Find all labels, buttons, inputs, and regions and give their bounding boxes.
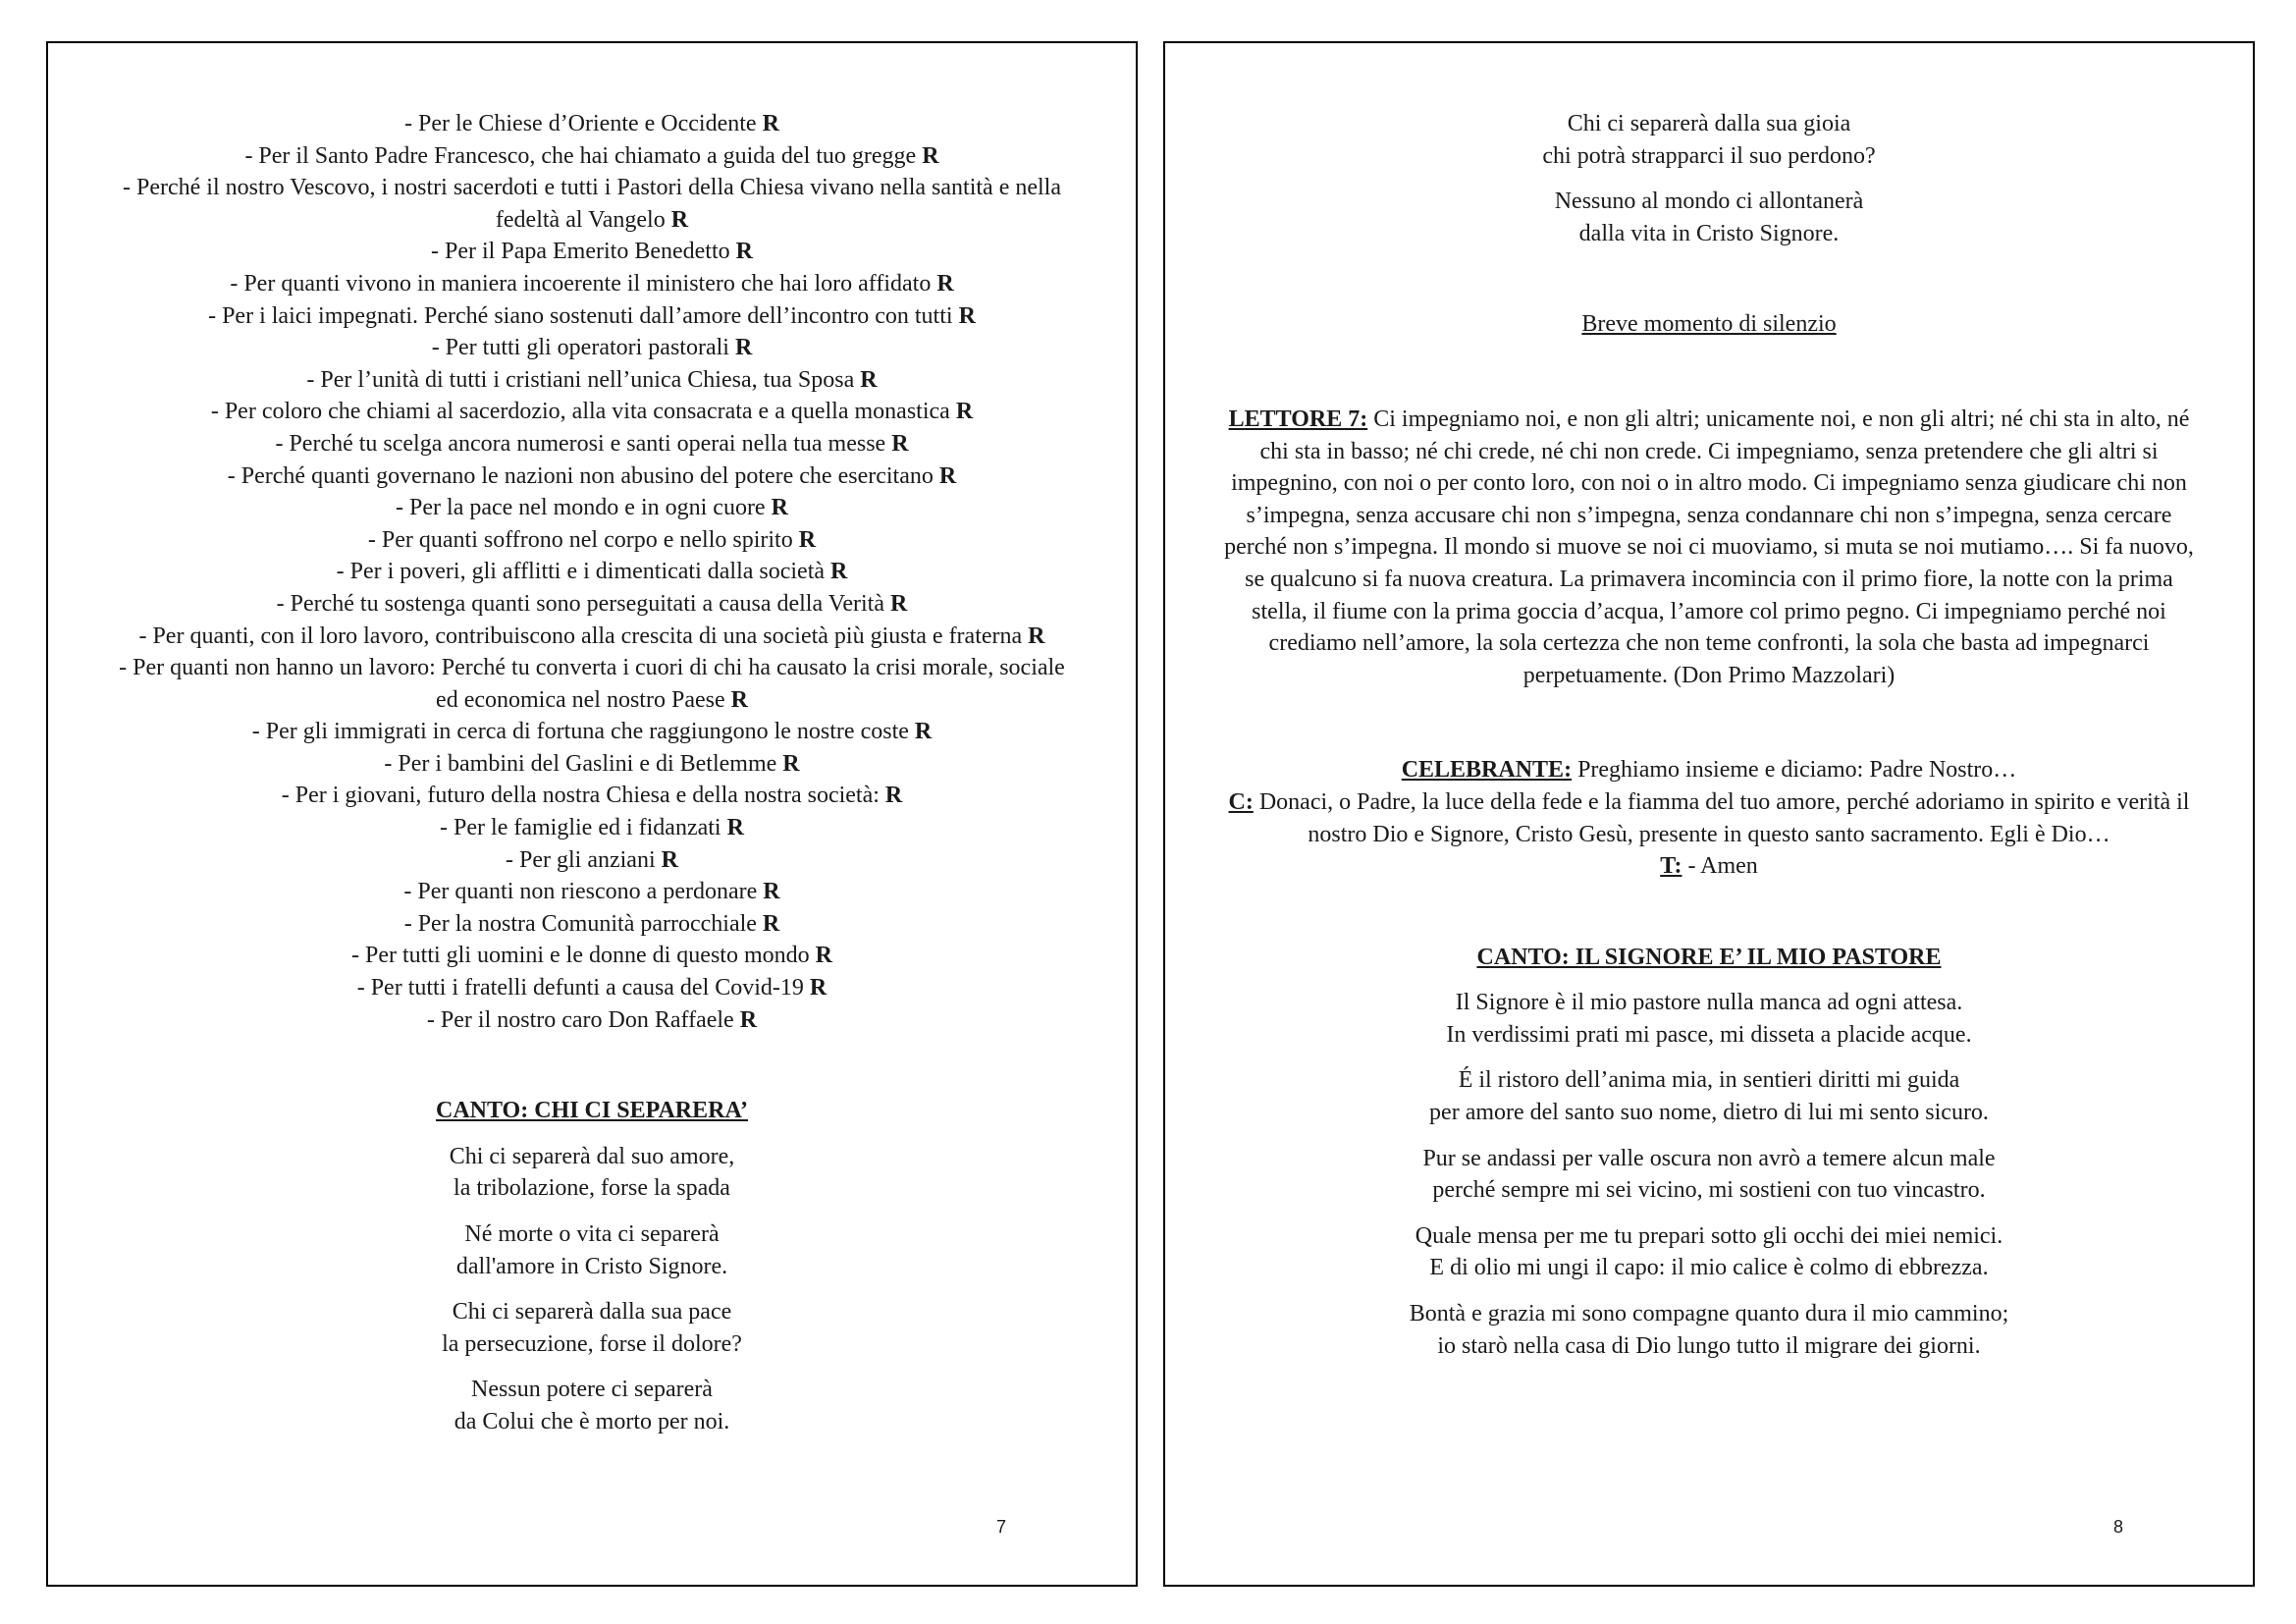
page-left-content — [107, 108, 1077, 1452]
intercession-line — [107, 332, 1077, 364]
celebrant-text: Preghiamo insieme e diciamo: Padre Nostro… — [1572, 757, 2017, 784]
response-mark: R — [726, 815, 744, 841]
intercession-text: - Per quanti, con il loro lavoro, contribuiscono alla crescita di una società più giusta e fraterna — [138, 623, 1029, 649]
stanza-line: la tribolazione, forse la spada — [454, 1175, 730, 1202]
intercession-line — [107, 428, 1077, 460]
intercession-line — [107, 940, 1077, 972]
song-continuation-stanza — [1224, 108, 2194, 172]
response-mark: R — [661, 846, 678, 873]
intercession-text: - Per la nostra Comunità parrocchiale — [403, 910, 763, 937]
stanza-line: Chi ci separerà dalla sua pace — [452, 1299, 732, 1326]
response-mark: R — [809, 975, 828, 1001]
response-mark: R — [830, 559, 848, 585]
intercession-line — [107, 492, 1077, 524]
reader-label: LETTORE 7: — [1228, 406, 1368, 432]
intercession-line — [107, 972, 1077, 1004]
page-number-left: 7 — [995, 1517, 1006, 1537]
intercession-line — [107, 396, 1077, 428]
song-right-stanza — [1224, 1298, 2194, 1362]
song-title-left: CANTO: CHI CI SEPARERA’ — [435, 1098, 749, 1124]
song-stanzas-right — [1224, 987, 2194, 1362]
response-mark: R — [890, 590, 908, 617]
t-text: - Amen — [1682, 853, 1758, 880]
stanza-line: Né morte o vita ci separerà — [464, 1221, 720, 1247]
intercession-line — [107, 908, 1077, 941]
response-mark: R — [739, 1006, 758, 1033]
stanza-line: E di olio mi ungi il capo: il mio calice è colmo di ebbrezza. — [1429, 1255, 1989, 1281]
celebrant-paragraph — [1224, 754, 2194, 786]
song-continuation — [1224, 108, 2194, 249]
response-mark: R — [955, 399, 974, 425]
reader-text: Ci impegniamo noi, e non gli altri; unicamente noi, e non gli altri; né chi sta in alto, né chi sta in basso; né chi crede, né chi non crede. Ci impegniamo, senza pretendere che gli altri si impegnino, con noi o per conto loro, con noi o in altro modo. Ci impegniamo senza giudicare chi non s’impegna, senza accusare chi non s’impegna, senza condannare chi non s’impegna, senza cercare perché non s’impegna. Il mondo si muove se noi ci muoviamo, si muta se noi mutiamo…. Si fa nuovo, se qualcuno si fa nuova creatura. La primavera incomincia con il primo fiore, la notte con la prima stella, il fiume con la prima goccia d’acqua, l’amore col primo pegno. Ci impegniamo perché noi crediamo nell’amore, la sola certezza che non teme confronti, la sola che basta ad impegnarci perpetuamente. (Don Primo Mazzolari) — [1224, 406, 2194, 688]
stanza-line: io starò nella casa di Dio lungo tutto il migrare dei giorni. — [1437, 1332, 1981, 1359]
intercession-text: - Per i laici impegnati. Perché siano sostenuti dall’amore dell’incontro con tutti — [208, 302, 959, 329]
stanza-line: Nessun potere ci separerà — [471, 1377, 713, 1403]
stanza-line: Bontà e grazia mi sono compagne quanto dura il mio cammino; — [1409, 1301, 2009, 1327]
intercession-line — [107, 716, 1077, 748]
response-mark: R — [891, 430, 909, 457]
intercessions-list — [107, 108, 1077, 1036]
c-paragraph — [1224, 786, 2194, 850]
intercession-line — [107, 460, 1077, 493]
intercession-line — [107, 236, 1077, 268]
intercession-line — [107, 1004, 1077, 1037]
response-mark: R — [670, 206, 689, 233]
song-right-stanza — [1224, 987, 2194, 1051]
stanza-line: dalla vita in Cristo Signore. — [1578, 220, 1840, 246]
stanza-line: da Colui che è morto per noi. — [454, 1408, 730, 1435]
spacer — [1224, 883, 2194, 942]
intercession-line — [107, 748, 1077, 781]
reader-paragraph — [1224, 404, 2194, 691]
intercession-text: - Per il Santo Padre Francesco, che hai chiamato a guida del tuo gregge — [244, 142, 923, 169]
song-continuation-stanza — [1224, 186, 2194, 249]
intercession-text: - Perché quanti governano le nazioni non abusino del potere che esercitano — [227, 462, 939, 489]
song-right-stanza — [1224, 1064, 2194, 1128]
song-stanzas-left — [107, 1141, 1077, 1438]
intercession-line — [107, 588, 1077, 621]
intercession-text: - Per tutti gli uomini e le donne di questo mondo — [351, 943, 816, 969]
page-number-right: 8 — [2112, 1517, 2123, 1537]
stanza-line: Pur se andassi per valle oscura non avrò a temere alcun male — [1422, 1145, 1996, 1171]
response-mark: R — [884, 783, 903, 809]
t-paragraph — [1224, 850, 2194, 883]
response-mark: R — [730, 686, 748, 713]
intercession-text: - Per la pace nel mondo e in ogni cuore — [396, 495, 772, 521]
intercession-text: - Perché tu sostenga quanti sono perseguitati a causa della Verità — [276, 590, 890, 617]
intercession-text: - Perché il nostro Vescovo, i nostri sacerdoti e tutti i Pastori della Chiesa vivano nella santità e nella fedeltà al Vangelo — [123, 175, 1061, 233]
t-label: T: — [1660, 853, 1682, 880]
spacer — [107, 1036, 1077, 1095]
intercession-text: - Per tutti i fratelli defunti a causa del Covid-19 — [356, 975, 810, 1001]
spacer — [1224, 263, 2194, 308]
spacer — [1224, 341, 2194, 386]
spacer — [1224, 691, 2194, 750]
intercession-line — [107, 876, 1077, 908]
intercession-line — [107, 172, 1077, 236]
response-mark: R — [782, 750, 800, 777]
stanza-line: la persecuzione, forse il dolore? — [442, 1330, 742, 1357]
stanza-line: Il Signore è il mio pastore nulla manca ad ogni attesa. — [1455, 990, 1963, 1016]
stanza-line: Chi ci separerà dal suo amore, — [449, 1143, 735, 1169]
intercession-text: - Per quanti vivono in maniera incoerente il ministero che hai loro affidato — [230, 270, 937, 297]
intercession-text: - Per gli anziani — [506, 846, 662, 873]
stanza-line: Chi ci separerà dalla sua gioia — [1567, 111, 1851, 136]
intercession-line — [107, 556, 1077, 588]
intercession-line — [107, 844, 1077, 877]
silence-note: Breve momento di silenzio — [1581, 311, 1837, 338]
response-mark: R — [938, 462, 957, 489]
song-right-stanza — [1224, 1220, 2194, 1284]
c-label: C: — [1228, 788, 1254, 815]
response-mark: R — [798, 526, 817, 553]
stanza-line: dall'amore in Cristo Signore. — [455, 1253, 728, 1279]
intercession-text: - Per il Papa Emerito Benedetto — [431, 239, 736, 265]
intercession-text: - Per l’unità di tutti i cristiani nell’unica Chiesa, tua Sposa — [306, 366, 861, 393]
stanza-line: Nessuno al mondo ci allontanerà — [1554, 189, 1864, 215]
intercession-line — [107, 652, 1077, 716]
intercession-line — [107, 621, 1077, 653]
intercession-line — [107, 108, 1077, 140]
response-mark: R — [815, 943, 832, 969]
song-left-stanza — [107, 1374, 1077, 1437]
song-left-stanza — [107, 1218, 1077, 1282]
c-text: Donaci, o Padre, la luce della fede e la fiamma del tuo amore, perché adoriamo in spirito e verità il nostro Dio e Signore, Cristo Gesù, presente in questo santo sacramento. Egli è Dio… — [1253, 788, 2190, 847]
intercession-text: - Per quanti non riescono a perdonare — [403, 879, 764, 905]
intercession-text: - Per tutti gli operatori pastorali — [431, 335, 735, 361]
intercession-text: - Per gli immigrati in cerca di fortuna che raggiungono le nostre coste — [251, 719, 915, 745]
intercession-text: - Per i poveri, gli afflitti e i dimenticati dalla società — [336, 559, 831, 585]
song-title-right: CANTO: IL SIGNORE E’ IL MIO PASTORE — [1476, 944, 1942, 970]
song-left-stanza — [107, 1296, 1077, 1360]
intercession-line — [107, 524, 1077, 557]
intercession-text: - Per il nostro caro Don Raffaele — [426, 1006, 740, 1033]
stanza-line: In verdissimi prati mi pasce, mi disseta a placide acque. — [1446, 1021, 1972, 1048]
response-mark: R — [860, 366, 878, 393]
song-left-stanza — [107, 1141, 1077, 1205]
response-mark: R — [763, 879, 780, 905]
stanza-line: per amore del santo suo nome, dietro di lui mi sento sicuro. — [1429, 1100, 1989, 1126]
stanza-line: É il ristoro dell’anima mia, in sentieri diritti mi guida — [1458, 1067, 1960, 1094]
song-right-stanza — [1224, 1143, 2194, 1207]
intercession-text: - Per le famiglie ed i fidanzati — [440, 815, 727, 841]
stanza-line: perché sempre mi sei vicino, mi sostieni con tuo vincastro. — [1432, 1177, 1986, 1204]
response-mark: R — [762, 910, 780, 937]
response-mark: R — [914, 719, 933, 745]
response-mark: R — [1028, 623, 1045, 649]
intercession-line — [107, 780, 1077, 812]
intercession-text: - Per i bambini del Gaslini e di Betlemme — [384, 750, 783, 777]
response-mark: R — [922, 142, 939, 169]
response-mark: R — [734, 335, 753, 361]
intercession-line — [107, 300, 1077, 333]
intercession-text: - Per quanti soffrono nel corpo e nello spirito — [367, 526, 799, 553]
response-mark: R — [735, 239, 753, 265]
intercession-line — [107, 364, 1077, 397]
response-mark: R — [958, 302, 976, 329]
intercession-line — [107, 140, 1077, 173]
page-left — [46, 41, 1138, 1587]
response-mark: R — [936, 270, 954, 297]
response-mark: R — [771, 495, 788, 521]
intercession-text: - Per quanti non hanno un lavoro: Perché tu converta i cuori di chi ha causato la crisi morale, sociale ed economica nel nostro Paese — [119, 655, 1065, 713]
intercession-text: - Perché tu scelga ancora numerosi e santi operai nella tua messe — [275, 430, 892, 457]
stanza-line: Quale mensa per me tu prepari sotto gli occhi dei miei nemici. — [1415, 1222, 2003, 1249]
intercession-line — [107, 268, 1077, 300]
intercession-line — [107, 812, 1077, 844]
intercession-text: - Per coloro che chiami al sacerdozio, alla vita consacrata e a quella monastica — [210, 399, 956, 425]
celebrant-label: CELEBRANTE: — [1401, 757, 1573, 784]
response-mark: R — [762, 111, 779, 136]
page-right — [1163, 41, 2255, 1587]
intercession-text: - Per i giovani, futuro della nostra Chiesa e della nostra società: — [281, 783, 885, 809]
stanza-line: chi potrà strapparci il suo perdono? — [1542, 142, 1876, 169]
intercession-text: - Per le Chiese d’Oriente e Occidente — [404, 111, 763, 136]
page-right-content — [1224, 108, 2194, 1376]
